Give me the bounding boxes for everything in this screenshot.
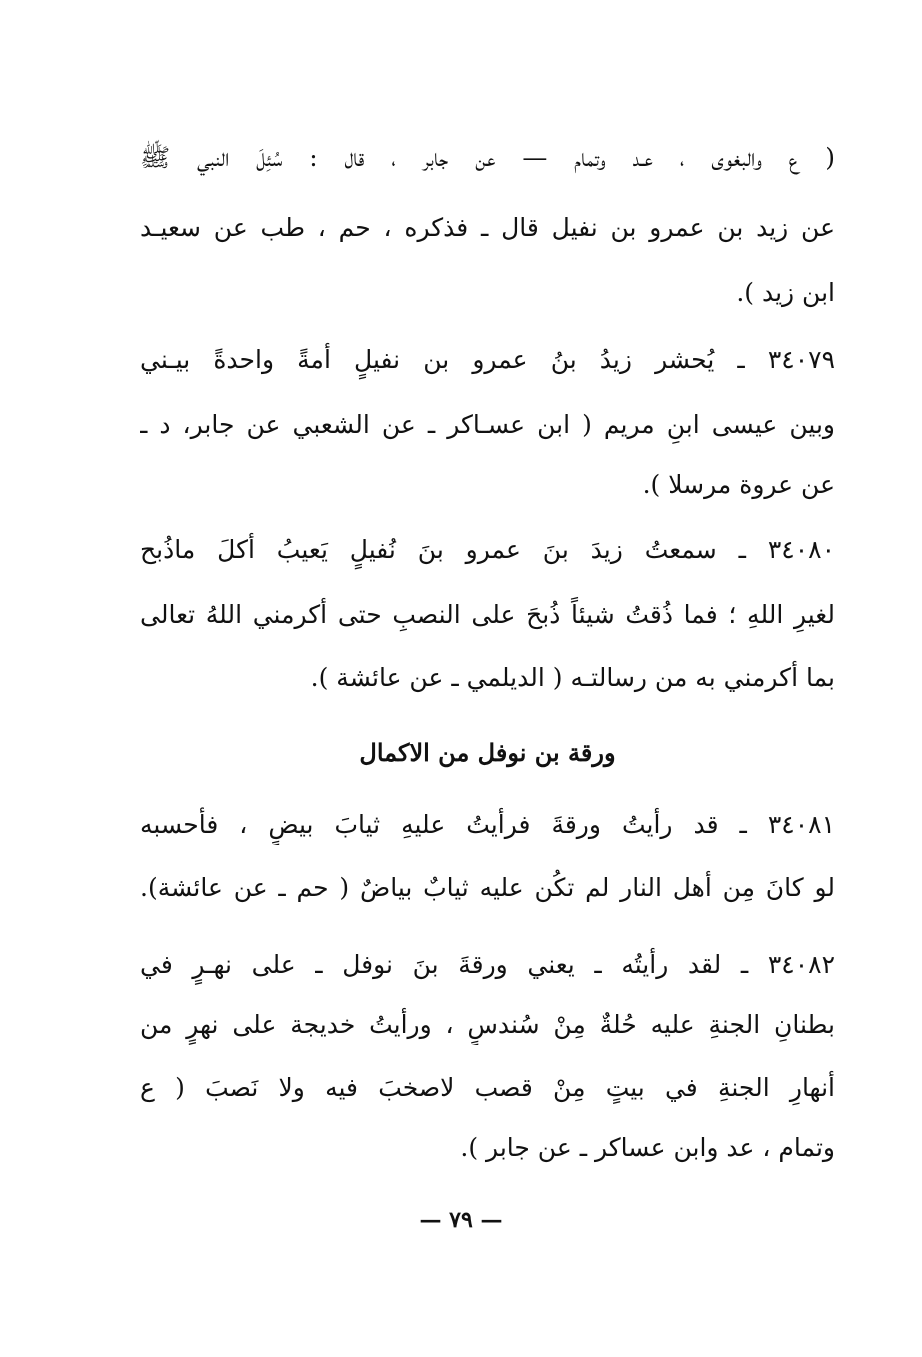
text-line: وبين عيسى ابنِ مريم ( ابن عسـاكر ـ عن الشعبي عن جابر، د ـ [140,410,835,439]
text-line: ٣٤٠٨٢ ـ لقد رأيتُه ـ يعني ورقةَ بنَ نوفل ـ على نهـرٍ في [140,950,835,979]
text-line: ابن زيد ). [736,278,835,307]
text-line: وتمام ، عد وابن عساكر ـ عن جابر ). [460,1133,835,1162]
page-number: — ٧٩ — [419,1207,503,1233]
text-line: ٣٤٠٧٩ ـ يُحشر زيدُ بنُ عمرو بن نفيلٍ أمةً واحدةً بيـني [140,345,835,374]
text-line: ٣٤٠٨١ ـ قد رأيتُ ورقةَ فرأيتُ عليهِ ثيابَ بيضٍ ، فأحسبه [140,810,835,839]
text-line: أنهارِ الجنةِ في بيتٍ مِنْ قصب لاصخبَ فيه ولا نَصبَ ( ع [140,1073,835,1102]
text-line: لو كانَ مِن أهل النار لم تكُن عليه ثيابٌ بياضٌ ( حم ـ عن عائشة). [140,873,835,902]
section-heading: ورقة بن نوفل من الاكمال [359,738,616,767]
text-line: بطنانِ الجنةِ عليه حُلةٌ مِنْ سُندسٍ ، ورأيتُ خديجة على نهرٍ من [140,1010,835,1039]
text-line: عن عروة مرسلا ). [642,470,835,499]
text-line: عن زيد بن عمرو بن نفيل قال ـ فذكره ، حم ، طب عن سعيـد [140,213,835,242]
text-line: ( ع والبغوى ، عـد وتمام — عن جابر ، قال : سُئِلَ النبي ﷺ [140,143,835,172]
text-line: بما أكرمني به من رسالتـه ( الديلمي ـ عن عائشة ). [310,663,835,692]
text-line: لغيرِ اللهِ ؛ فما ذُقتُ شيئاً ذُبحَ على النصبِ حتى أكرمني اللهُ تعالى [140,600,835,629]
text-line: ٣٤٠٨٠ ـ سمعتُ زيدَ بنَ عمرو بنَ نُفيلٍ يَعيبُ أكلَ ماذُبح [140,535,835,564]
